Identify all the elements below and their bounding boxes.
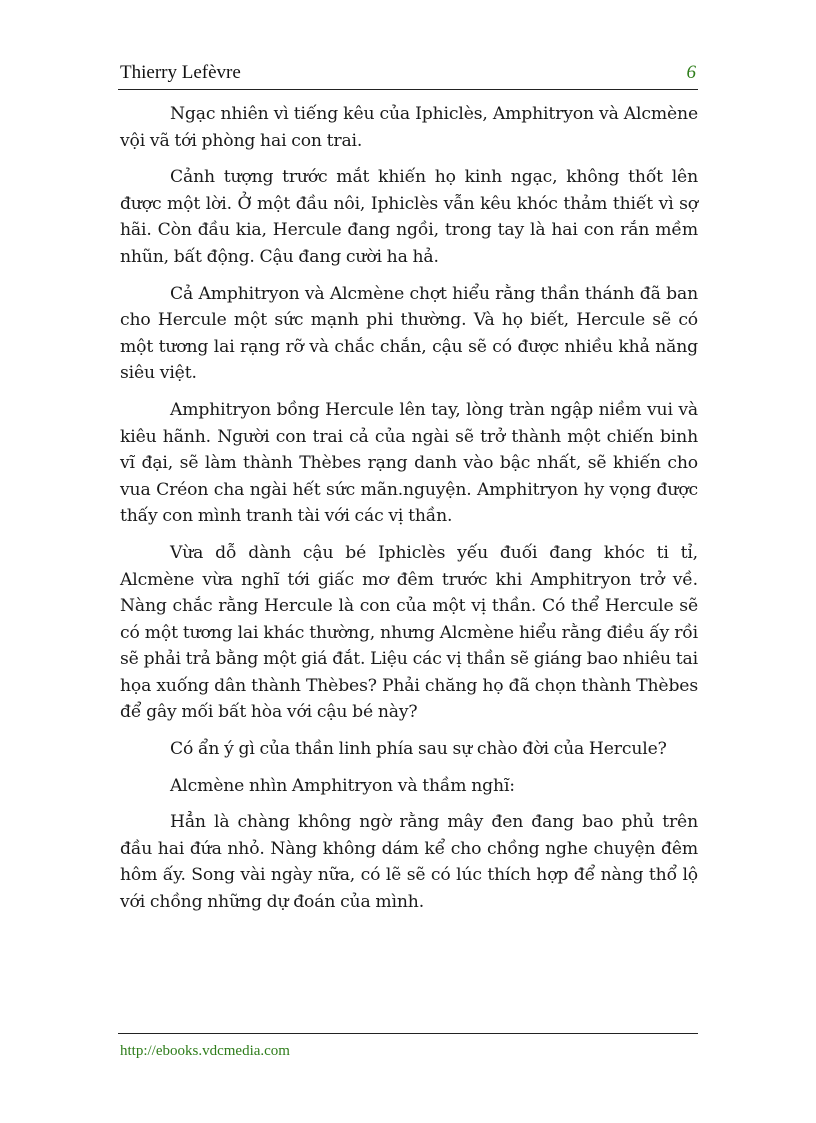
header-divider (118, 89, 698, 90)
page-header (118, 62, 698, 88)
paragraph: Cả Amphitryon và Alcmène chợt hiểu rằng thần thánh đã ban cho Hercule một sức mạnh phi thường. Và họ biết, Hercule sẽ có một tương lai rạng rỡ và chắc chắn, cậu sẽ có được nhiều khả năng siêu việt. (120, 283, 698, 384)
paragraph: Alcmène nhìn Amphitryon và thầm nghĩ: (170, 775, 515, 796)
footer-website-link[interactable]: http://ebooks.vdcmedia.com (120, 1043, 290, 1059)
paragraph: Cảnh tượng trước mắt khiến họ kinh ngạc, không thốt lên được một lời. Ở một đầu nôi, Iphiclès vẫn kêu khóc thảm thiết vì sợ hãi. Còn đầu kia, Hercule đang ngồi, trong tay là hai con rắn mềm nhũn, bất động. Cậu đang cười ha hả. (120, 167, 698, 267)
paragraph: Amphitryon bồng Hercule lên tay, lòng tràn ngập niềm vui và kiêu hãnh. Người con trai cả của ngài sẽ trở thành một chiến binh vĩ đại, sẽ làm thành Thèbes rạng danh vào bậc nhất, sẽ khiến cho vua Créon cha ngài hết sức mãn.nguyện. Amphitryon hy vọng được thấy con mình tranh tài với các vị thần. (120, 399, 698, 527)
page-number: 6 (686, 62, 696, 83)
body-text (120, 101, 698, 926)
paragraph: Có ẩn ý gì của thần linh phía sau sự chào đời của Hercule? (170, 739, 667, 760)
paragraph: Ngạc nhiên vì tiếng kêu của Iphiclès, Amphitryon và Alcmène vội vã tới phòng hai con trai. (120, 104, 698, 151)
paragraph: Vừa dỗ dành cậu bé Iphiclès yếu đuối đang khóc ti tỉ, Alcmène vừa nghĩ tới giấc mơ đêm trước khi Amphitryon trở về. Nàng chắc rằng Hercule là con của một vị thần. Có thể Hercule sẽ có một tương lai khác thường, nhưng Alcmène hiểu rằng điều ấy rồi sẽ phải trả bằng một giá đắt. Liệu các vị thần sẽ giáng bao nhiêu tai họa xuống dân thành Thèbes? Phải chăng họ đã chọn thành Thèbes để gây mối bất hòa với cậu bé này? (120, 542, 698, 723)
footer-divider (118, 1033, 698, 1034)
paragraph: Hẳn là chàng không ngờ rằng mây đen đang bao phủ trên đầu hai đứa nhỏ. Nàng không dám kể cho chồng nghe chuyện đêm hôm ấy. Song vài ngày nữa, có lẽ sẽ có lúc thích hợp để nàng thổ lộ với chồng những dự đoán của mình. (120, 812, 698, 913)
header-author: Thierry Lefèvre (120, 62, 241, 83)
